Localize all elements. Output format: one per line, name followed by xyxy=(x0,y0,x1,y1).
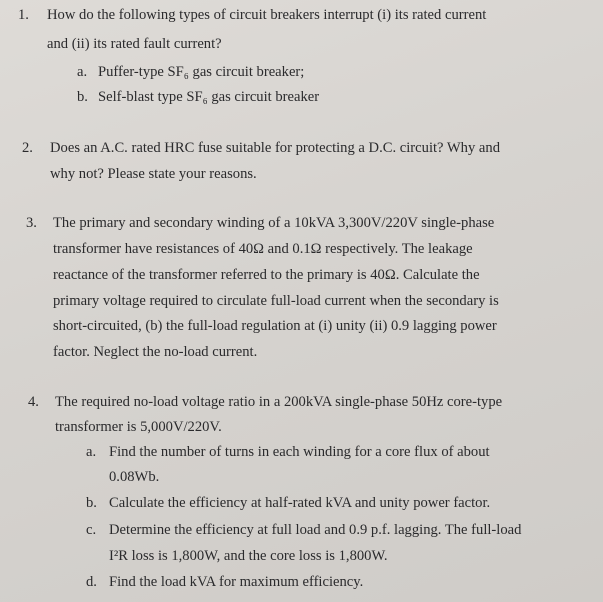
question-2-line-1: Does an A.C. rated HRC fuse suitable for protecting a D.C. circuit? Why and xyxy=(50,140,500,156)
question-4-item-b-letter: b. xyxy=(86,495,97,511)
question-1-number: 1. xyxy=(18,7,29,23)
question-4-item-b-line-1: Calculate the efficiency at half-rated kVA and unity power factor. xyxy=(109,495,491,511)
question-4-line-1: The required no-load voltage ratio in a 200kVA single-phase 50Hz core-type xyxy=(55,394,503,410)
question-1-item-b-text: Self-blast type SF₆ gas circuit breaker xyxy=(98,89,320,105)
question-4-line-2: transformer is 5,000V/220V. xyxy=(55,419,222,435)
question-1-line-1: How do the following types of circuit breakers interrupt (i) its rated current xyxy=(47,7,487,23)
question-4-item-a-line-2: 0.08Wb. xyxy=(109,469,160,485)
question-4-item-c-line-1: Determine the efficiency at full load and 0.9 p.f. lagging. The full-load xyxy=(109,522,522,538)
question-3-line-5: short-circuited, (b) the full-load regulation at (i) unity (ii) 0.9 lagging power xyxy=(53,318,497,334)
question-3-line-4: primary voltage required to circulate full-load current when the secondary is xyxy=(53,293,499,309)
question-4-number: 4. xyxy=(28,394,39,410)
question-3-number: 3. xyxy=(26,215,37,231)
question-1-line-2: and (ii) its rated fault current? xyxy=(47,36,222,52)
question-4-item-c-letter: c. xyxy=(86,522,97,538)
question-1-item-a-text: Puffer-type SF₆ gas circuit breaker; xyxy=(98,64,305,80)
question-2-line-2: why not? Please state your reasons. xyxy=(50,166,257,182)
question-1-item-b-letter: b. xyxy=(77,89,88,105)
question-4-item-d-line-1: Find the load kVA for maximum efficiency. xyxy=(109,574,364,590)
question-3-line-1: The primary and secondary winding of a 10kVA 3,300V/220V single-phase xyxy=(53,215,495,231)
question-4-item-c-line-2: I²R loss is 1,800W, and the core loss is 1,800W. xyxy=(109,548,388,564)
question-2-number: 2. xyxy=(22,140,33,156)
question-4-item-d-letter: d. xyxy=(86,574,97,590)
question-4-item-a-letter: a. xyxy=(86,444,97,460)
question-3-line-2: transformer have resistances of 40Ω and 0.1Ω respectively. The leakage xyxy=(53,241,473,257)
question-3-line-3: reactance of the transformer referred to the primary is 40Ω. Calculate the xyxy=(53,267,480,283)
question-3-line-6: factor. Neglect the no-load current. xyxy=(53,344,258,360)
question-4-item-a-line-1: Find the number of turns in each winding for a core flux of about xyxy=(109,444,490,460)
question-1-item-a-letter: a. xyxy=(77,64,88,80)
